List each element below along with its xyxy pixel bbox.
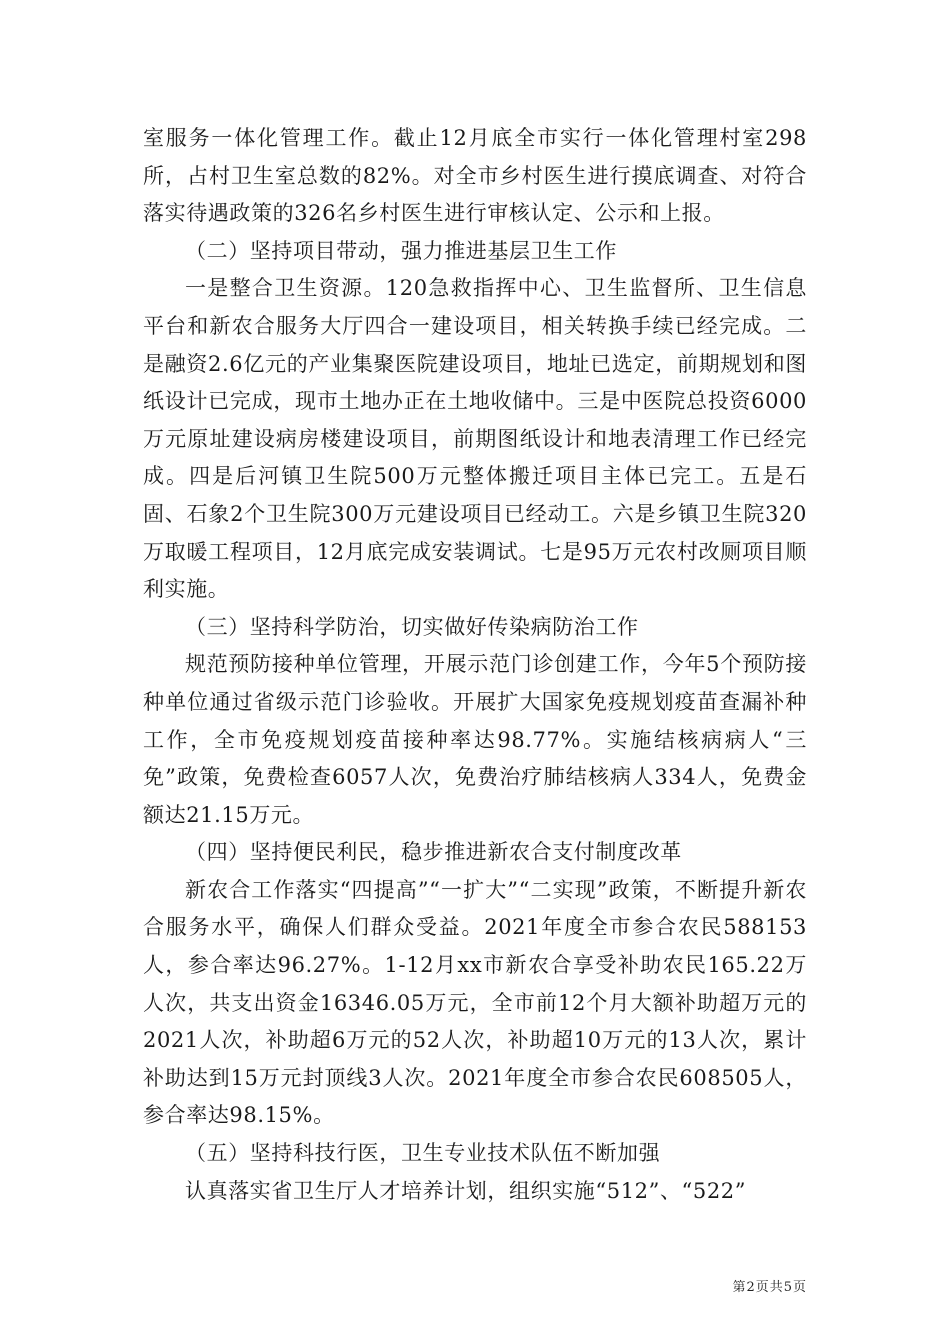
paragraph-talent-training: 认真落实省卫生厅人才培养计划，组织实施“512”、“522”: [185, 1178, 747, 1203]
paragraph-projects: 一是整合卫生资源。120急救指挥中心、卫生监督所、卫生信息平台和新农合服务大厅四合一建设项目，相关转换手续已经完成。二是融资2.6亿元的产业集聚医院建设项目，地址已选定，前期规划和图纸设计已完成，现市土地办正在土地收储中。三是中医院总投资6000万元原址建设病房楼建设项目，前期图纸设计和地表清理工作已经完成。四是后河镇卫生院500万元整体搬迁项目主体已完工。五是石固、石象2个卫生院300万元建设项目已经动工。六是乡镇卫生院320万取暖工程项目，12月底完成安装调试。七是95万元农村改厕项目顺利实施。: [143, 276, 807, 602]
section-heading-5: （五）坚持科技行医，卫生专业技术队伍不断加强: [185, 1141, 661, 1166]
section-heading-4: （四）坚持便民利民，稳步推进新农合支付制度改革: [185, 840, 682, 865]
paragraph-continuation: 室服务一体化管理工作。截止12月底全市实行一体化管理村室298所，占村卫生室总数的82%。对全市乡村医生进行摸底调查、对符合落实待遇政策的326名乡村医生进行审核认定、公示和上报。: [143, 126, 807, 226]
document-body: [143, 120, 807, 1210]
section-heading-2: （二）坚持项目带动，强力推进基层卫生工作: [185, 238, 617, 263]
section-heading-3: （三）坚持科学防治，切实做好传染病防治工作: [185, 614, 639, 639]
paragraph-disease-control: 规范预防接种单位管理，开展示范门诊创建工作，今年5个预防接种单位通过省级示范门诊验收。开展扩大国家免疫规划疫苗查漏补种工作，全市免疫规划疫苗接种率达98.77%。实施结核病病人“三免”政策，免费检查6057人次，免费治疗肺结核病人334人，免费金额达21.15万元。: [143, 652, 807, 827]
page-number-footer: 第2页共5页: [732, 1280, 807, 1295]
paragraph-rural-insurance: 新农合工作落实“四提高”“一扩大”“二实现”政策，不断提升新农合服务水平，确保人们群众受益。2021年度全市参合农民588153人，参合率达96.27%。1-12月xx市新农合享受补助农民165.22万人次，共支出资金16346.05万元，全市前12个月大额补助超万元的2021人次，补助超6万元的52人次，补助超10万元的13人次，累计补助达到15万元封顶线3人次。2021年度全市参合农民608505人，参合率达98.15%。: [143, 877, 807, 1128]
